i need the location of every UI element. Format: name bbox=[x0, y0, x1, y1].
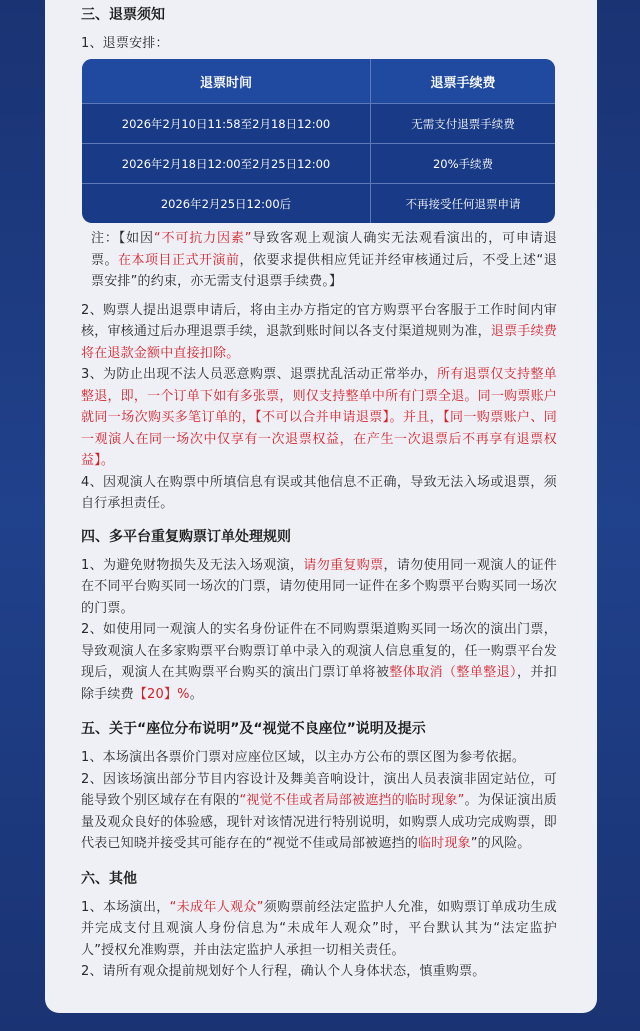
item-highlight: 所有退票仅支持整单整退，即，一个订单下如有多张票，则仅支持整单中所有门票全退。同一购票账户就同一场次购买多笔订单的，【不可以合并申请退票】。并且，【同一购票账户、同一观演人在同一场次中仅享有一次退票权益，在产生一次退票后不再享有退票权益】。 bbox=[81, 367, 557, 468]
item-highlight: “未成年人观众” bbox=[169, 899, 264, 915]
seat-item-2 bbox=[81, 769, 557, 855]
item-text: 。为保证演出质量及观众良好的体验感，现针对该情况进行特别说明，如购票人成功完成购票，即代表已知晓并接受其可能存在的“视觉不佳或局部被遮挡的 bbox=[81, 793, 557, 851]
section-title: 三、退票须知 bbox=[81, 7, 165, 23]
header-refund-fee: 退票手续费 bbox=[371, 59, 555, 104]
item-text: ，并扣除手续费 bbox=[81, 665, 557, 702]
refund-item-3 bbox=[81, 364, 557, 472]
seat-item-1: 1、本场演出各票价门票对应座位区域，以主办方公布的票区图为参考依据。 bbox=[81, 750, 526, 765]
force-majeure-note bbox=[81, 228, 557, 293]
table-row bbox=[82, 144, 555, 184]
note-highlight: 在本项目正式开演前 bbox=[118, 252, 240, 268]
row-fee: 不再接受任何退票申请 bbox=[405, 196, 521, 211]
section-refund bbox=[81, 5, 557, 55]
item-text: 3、为防止出现不法人员恶意购票、退票扰乱活动正常举办， bbox=[81, 367, 437, 382]
notice-card bbox=[45, 0, 597, 1013]
row-time: 2026年2月25日12:00后 bbox=[82, 184, 371, 223]
item-text: ”的风险。 bbox=[470, 836, 531, 851]
item-highlight: 退票手续费将在退款金额中直接扣除。 bbox=[81, 324, 557, 361]
table-row bbox=[82, 104, 555, 144]
note-highlight: “不可抗力因素” bbox=[153, 231, 252, 246]
item-text: 。 bbox=[189, 686, 203, 702]
section-title: 四、多平台重复购票订单处理规则 bbox=[81, 528, 291, 545]
section-refund-body bbox=[81, 228, 557, 983]
other-item-1 bbox=[81, 897, 557, 962]
duplicate-item-2 bbox=[81, 619, 557, 705]
item-text: 1、本场演出， bbox=[81, 899, 170, 915]
item-text: 2、因该场演出部分节目内容设计及舞美音响设计，演出人员表演非固定站位，可能导致个别区域存在有限的 bbox=[81, 771, 557, 808]
item-text: 须购票前经法定监护人允准，如购票订单成功生成并完成支付且观演人身份信息为“未成年人观众”时，平台默认其为“法定监护人”授权允准购票，并由法定监护人承担一切相关责任。 bbox=[81, 899, 558, 958]
item-highlight: 【20】% bbox=[133, 686, 190, 702]
section-title: 五、关于“座位分布说明”及“视觉不良座位”说明及提示 bbox=[81, 721, 426, 737]
item-highlight: 整体取消（整单整退） bbox=[389, 665, 517, 680]
note-text: ，依要求提供相应凭证并经审核通过后，不受上述“退票安排”的约束，亦无需支付退票手续费。】 bbox=[91, 252, 557, 289]
duplicate-item-1 bbox=[81, 555, 557, 620]
header-refund-time: 退票时间 bbox=[82, 59, 371, 104]
note-text: 导致客观上观演人确实无法观看演出的，可申请退票。 bbox=[91, 231, 557, 268]
refund-table-wrap bbox=[81, 59, 555, 223]
row-time: 2026年2月10日11:58至2月18日12:00 bbox=[82, 104, 371, 144]
item-highlight: 临时现象 bbox=[417, 836, 471, 851]
refund-item-2 bbox=[81, 300, 557, 365]
item-text: ，请勿使用同一观演人的证件在不同平台购买同一场次的门票，请勿使用同一证件在多个购票平台购买同一场次的门票。 bbox=[81, 557, 558, 616]
row-fee: 20%手续费 bbox=[371, 144, 555, 184]
item-highlight: 请勿重复购票 bbox=[303, 557, 384, 573]
section-title: 六、其他 bbox=[81, 870, 137, 887]
item-text: 2、如使用同一观演人的实名身份证件在不同购票渠道购买同一场次的演出门票，导致观演人在多家购票平台购票订单中录入的观演人信息重复的，任一购票平台发现后，观演人在其购票平台购买的演出门票订单将被 bbox=[81, 622, 557, 680]
table-row bbox=[82, 184, 555, 223]
refund-arrangement-label: 1、退票安排： bbox=[81, 36, 169, 51]
item-text: 2、购票人提出退票申请后，将由主办方指定的官方购票平台客服于工作时间内审核，审核通过后办理退票手续，退款到账时间以各支付渠道规则为准， bbox=[81, 302, 557, 339]
note-text: 注：【如因 bbox=[91, 231, 154, 246]
table-header-row bbox=[82, 59, 555, 104]
item-highlight: “视觉不佳或者局部被遮挡的临时现象” bbox=[239, 793, 465, 808]
refund-table bbox=[82, 59, 555, 223]
row-time: 2026年2月18日12:00至2月25日12:00 bbox=[82, 144, 371, 184]
item-text: 1、为避免财物损失及无法入场观演， bbox=[81, 557, 304, 573]
other-item-2: 2、请所有观众提前规划好个人行程，确认个人身体状态，慎重购票。 bbox=[81, 964, 486, 979]
row-fee: 无需支付退票手续费 bbox=[371, 104, 555, 144]
refund-item-4: 4、因观演人在购票中所填信息有误或其他信息不正确，导致无法入场或退票，须自行承担责任。 bbox=[81, 474, 557, 511]
